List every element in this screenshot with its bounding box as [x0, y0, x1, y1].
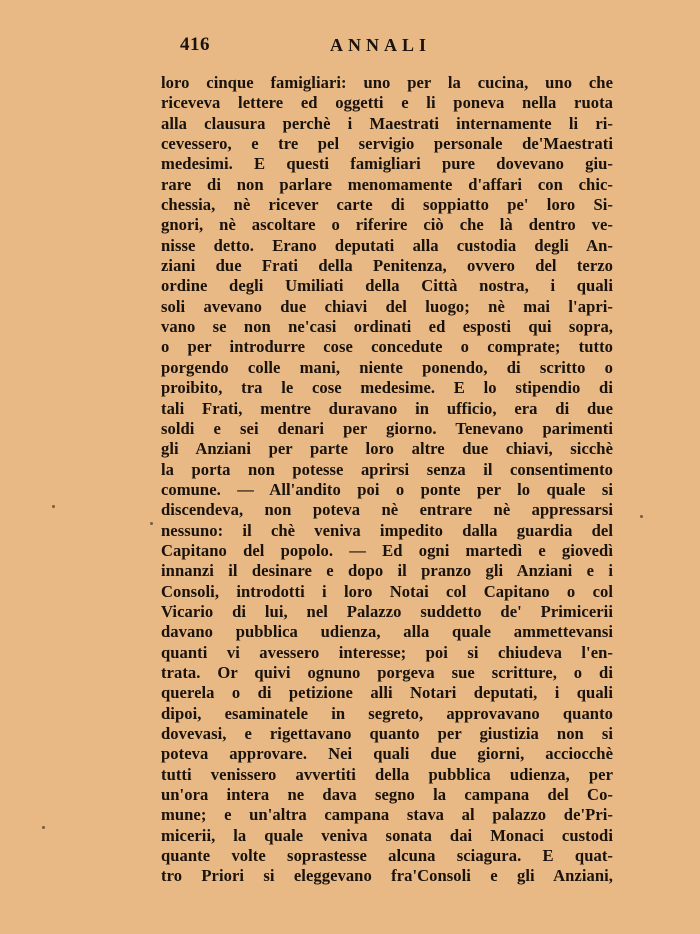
scan-speck — [150, 522, 153, 525]
text-line: ordine degli Umiliati della Città nostra, i quali — [161, 276, 613, 296]
text-line: quante volte soprastesse alcuna sciagura. E quat- — [161, 846, 613, 866]
text-line: discendeva, non poteva nè entrare nè appressarsi — [161, 500, 613, 520]
text-line: chessia, nè ricever carte di soppiatto pe' loro Si- — [161, 195, 613, 215]
text-line: nessuno: il chè veniva impedito dalla guardia del — [161, 520, 613, 540]
page-header — [0, 34, 700, 60]
text-line: Consoli, introdotti i loro Notai col Capitano o col — [161, 581, 613, 601]
scan-speck — [640, 515, 643, 518]
text-line: poteva approvare. Nei quali due giorni, acciocchè — [161, 744, 613, 764]
text-line: trata. Or quivi ognuno porgeva sue scritture, o di — [161, 662, 613, 682]
text-line: dovevasi, e rigettavano quanto per giustizia non si — [161, 724, 613, 743]
text-line: dipoi, esaminatele in segreto, approvavano quanto — [161, 703, 613, 723]
text-line: un'ora intera ne dava segno la campana del Co- — [161, 785, 613, 805]
text-line: mune; e un'altra campana stava al palazzo de'Pri- — [161, 805, 613, 825]
text-line: davano pubblica udienza, alla quale ammettevansi — [161, 622, 613, 642]
scan-speck — [42, 826, 45, 829]
text-line: rare di non parlare menomamente d'affari con chic- — [161, 174, 613, 194]
text-line: nisse detto. Erano deputati alla custodia degli An- — [161, 235, 613, 255]
text-line: gnori, nè ascoltare o riferire ciò che là dentro ve- — [161, 215, 613, 235]
text-line: Capitano del popolo. — Ed ogni martedì e giovedì — [161, 540, 613, 560]
text-line: querela o di petizione alli Notari deputati, i quali — [161, 683, 613, 703]
text-line: comune. — All'andito poi o ponte per lo quale si — [161, 479, 613, 499]
text-line: alla clausura perchè i Maestrati internamente li ri- — [161, 113, 613, 133]
text-line: o per introdurre cose concedute o comprate; tutto — [161, 337, 613, 357]
body-text — [161, 73, 613, 887]
text-line: medesimi. E questi famigliari pure dovevano giu- — [161, 154, 613, 174]
text-line: tutti venissero avvertiti della pubblica udienza, per — [161, 764, 613, 784]
text-line: proibito, tra le cose medesime. E lo stipendio di — [161, 378, 613, 398]
text-line: micerii, la quale veniva sonata dai Monaci custodi — [161, 825, 613, 845]
text-line: soldi e sei denari per giorno. Tenevano parimenti — [161, 418, 613, 438]
text-line: porgendo colle mani, niente ponendo, di scritto o — [161, 357, 613, 377]
text-line: ziani due Frati della Penitenza, ovvero del terzo — [161, 256, 613, 276]
text-line: innanzi il desinare e dopo il pranzo gli Anziani e i — [161, 561, 613, 581]
text-line: loro cinque famigliari: uno per la cucina, uno che — [161, 73, 613, 92]
text-line: tali Frati, mentre duravano in ufficio, era di due — [161, 398, 613, 418]
text-line: Vicario di lui, nel Palazzo suddetto de' Primicerii — [161, 601, 613, 621]
text-line: gli Anziani per parte loro altre due chiavi, sicchè — [161, 439, 613, 459]
page-number: 416 — [180, 34, 210, 55]
text-line: la porta non potesse aprirsi senza il consentimento — [161, 459, 613, 479]
text-line: soli avevano due chiavi del luogo; nè mai l'apri- — [161, 296, 613, 316]
text-line: riceveva lettere ed oggetti e li poneva nella ruota — [161, 93, 613, 113]
scan-speck — [52, 505, 55, 508]
text-line: cevessero, e tre pel servigio personale de'Maestrati — [161, 134, 613, 154]
text-line: vano se non ne'casi ordinati ed esposti qui sopra, — [161, 317, 613, 337]
running-head: ANNALI — [330, 35, 432, 55]
text-line: tro Priori si eleggevano fra'Consoli e gli Anziani, — [161, 866, 613, 886]
text-line: quanti vi avessero interesse; poi si chiudeva l'en- — [161, 642, 613, 662]
